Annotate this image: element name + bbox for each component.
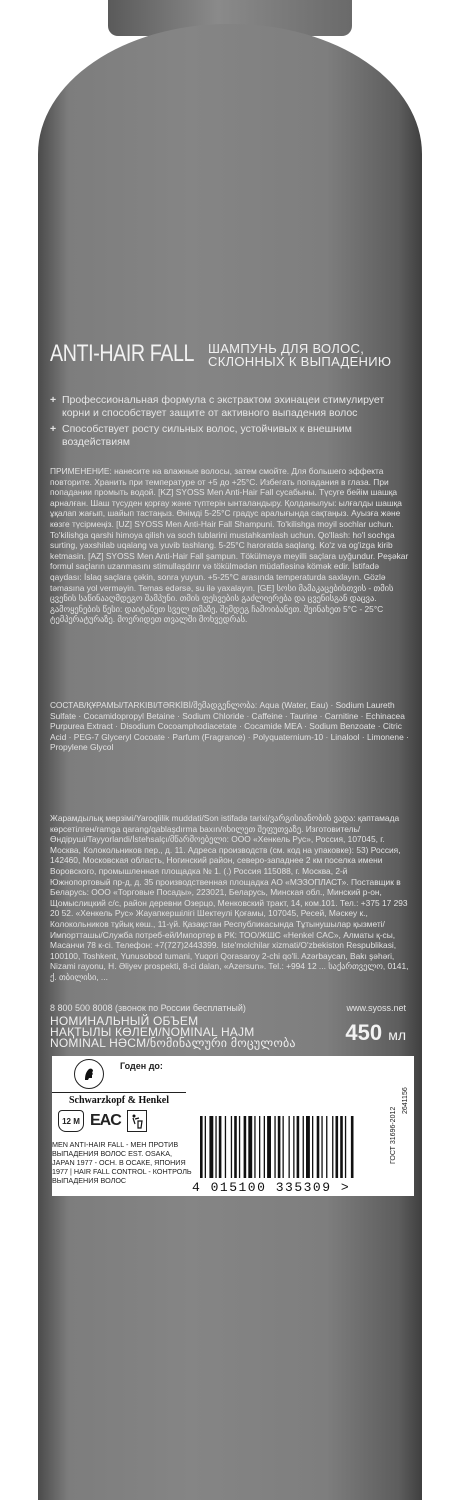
brand-name: Schwarzkopf & Henkel [52, 1092, 186, 1106]
panel-top-row [52, 1056, 414, 1090]
barcode [198, 1116, 394, 1178]
gost-text: ГОСТ 31696-2012 [390, 1106, 397, 1164]
tidyman-recycle-icon [127, 1110, 147, 1132]
product-header [50, 340, 410, 368]
usage-text: ПРИМЕНЕНИЕ: нанесите на влажные волосы, затем смойте. Для большего эффекта повторите. Хранить при температуре от +5 до +25°С. Избегать попадания в глаза. При попадании промыть водой. [KZ] SYOSS Men Anti-Hair Fall сусабыны. Түсуге бейім шашқа арналған. Шаш түсуден қорғау және түптерін ынталандыру. Қолданылуы: ылғалды шашқа ұқалап жағып, шайып тастаңыз. Өнімді 5-25°С градус аралығында сақтаңыз. Ауызға және көзге түсірмеңіз. [UZ] SYOSS Men Anti-Hair Fall Shampuni. To'kilishga moyil sochlar uchun. To'kilishga qarshi himoya qilish va soch tublarini mustahkamlash uchun. Qo'llash: ho'l sochga surting, yaxshilab uqalang va yuvib tashlang. 5-25°C haroratda saqlang. Ko'z va og'izga kirib ketmasin. [AZ] SYOSS Men Anti-Hair Fall şampun. Tökülməyə meyilli saçlara uyğundur. Peşəkar formul saçların uzanmasını stimullaşdırır və tökülmədən müdafiəsinə kömək edir. İstifadə qaydası: İslaq saçlara çəkin, sonra yuyun. +5-25°C arasında temperaturda saxlayın. Gözlə təmasına yol verməyin. Temas edərsə, su ilə yaxalayın. [GE] სოსი მამაკაცებისთვის - თმის ცვენის საწინააღმდეგო შამპუნი. თმის ფესვების გაძლიერება და ცვენისგან დაცვა. გამოყენების წესი: დაიტანეთ სველ თმაზე, შემდეგ ჩამოიბანეთ. შეინახეთ 5°C - 25°C ტემპერატურაზე. მოერიდეთ თვალში მოხვედრას. [50, 466, 409, 625]
pao-jar-icon: 12 M [58, 1110, 84, 1132]
volume-value [345, 1020, 406, 1046]
barcode-number: 4 015100 335309 > [192, 1180, 351, 1195]
volume-label: НАҚТЫЛЫ КӨЛЕМ/NOMINAL HAJM [50, 1025, 255, 1039]
volume-unit: мл [388, 1027, 406, 1043]
benefit-text: Профессиональная формула с экстрактом эхинацеи стимулирует корни и способствует защите от активного выпадения волос [62, 394, 385, 419]
plus-icon: + [50, 394, 57, 406]
ingredients-text: СОСТАВ/ҚҰРАМЫ/TARKIBI/TƏRKİBİ/შემადგენლობა: Aqua (Water, Eau) · Sodium Laureth Sulfate · Cocamidopropyl Betaine · Sodium Chloride · Caffeine · Taurine · Carnitine · Echinacea Purpurea Extract · Disodium Cocoamphodiacetate · Cocamide MEA · Sodium Benzoate · Citric Acid · PEG-7 Glyceryl Cocoate · Parfum (Fragrance) · Polyquaternium-10 · Linalool · Limonene · Propylene Glycol [50, 700, 409, 753]
benefit-list [50, 394, 410, 452]
eac-mark-icon: EAC [90, 1112, 121, 1129]
best-before-label: Годен до: [120, 1061, 163, 1071]
plus-icon: + [50, 423, 57, 435]
volume-number: 450 [345, 1020, 383, 1045]
product-name: ANTI-HAIR FALL [50, 340, 195, 367]
volume-label: NOMINAL HƏCM/ნომინალური მოცულობა [50, 1036, 296, 1050]
benefit-text: Способствует росту сильных волос, устойчивых к внешним воздействиям [62, 423, 352, 448]
phone-text: 8 800 500 8008 (звонок по России бесплатный) [50, 1003, 246, 1013]
schwarzkopf-logo-icon [74, 1059, 104, 1089]
bottle-body [38, 24, 422, 1500]
product-description: ШАМПУНЬ ДЛЯ ВОЛОС, СКЛОННЫХ К ВЫПАДЕНИЮ [208, 341, 392, 369]
website-text: www.syoss.net [346, 1003, 406, 1013]
product-small-print: MEN ANTI-HAIR FALL - МЕН ПРОТИВ ВЫПАДЕНИЯ ВОЛОС EST. OSAKA, JAPAN 1977 - ОСН. В ОСАКЕ, ЯПОНИЯ 1977 | HAIR FALL CONTROL - КОНТРОЛЬ ВЫПАДЕНИЯ ВОЛОС [52, 1140, 192, 1185]
volume-label: НОМИНАЛЬНЫЙ ОБЪЕМ [50, 1014, 199, 1028]
symbol-row [58, 1110, 147, 1132]
label-panel [52, 1056, 414, 1196]
contact-line [50, 1003, 406, 1013]
lot-code-text: 2641156 [402, 1087, 409, 1114]
manufacturer-text: Жарамдылық мерзімі/Yaroqlilik muddati/Son istifadə tarixi/ვარგისიანობის ვადა: қаптамада көрсетілген/ramga qarang/qablaşdırma baxın/იხილეთ შეფუთვაზე. Изготовитель/Өндіруші/Tayyorlandi/İstehsalçı/მწარმოებელი: ООО «Хенкель Рус», Россия, 107045, г. Москва, Колокольников пер., д. 11. Адреса производств (см. код на упаковке): 53) Россия, 142460, Московская область, Ногинский район, северо-западнее 2 км поселка имени Воровского, промышленная площадка № 1. (.) Россия 115088, г. Москва, 2-й Южнопортовый пр-д, д. 35 производственная площадка АО «МЭЗОПЛАСТ». Поставщик в Беларусь: ООО «Торговые Посады», 223021, Беларусь, Минская обл., Минский р-он, Щомыслицкий с/с, район деревни Озерцо, Менковский тракт, 14, ком.101. Тел.: +375 17 293 20 52. «Хенкель Рус» Жауапкершілігі Шектеулі Қоғамы, 107045, Ресей, Мәскеу к., Колокольников тұйық көш., 11-үй. Қазақстан Республикасында Тұтынушылар қызметі/Импортташы/Служба потреб-ей/Импортер в РК: ТОО/ЖШС «Henkel CAC», Алматы қ-сы, Масанчи 78 к-сі. Телефон: +7(727)2443399. Iste'molchilar xizmati/O'zbekiston Respublikasi, 100100, Toshkent, Yunusobod tumani, Yuqori Qorasaroy 2-chi qo'li. Azərbaycan, Bakı şəhəri, Nizami rayonu, H. Əliyev prospekti, 8-ci dalan, «Azersun». Tel.: +994 12 ... საქართველო, 0141, ქ. თბილისი, ... [50, 813, 409, 982]
benefit-item [50, 423, 410, 448]
benefit-item [50, 394, 410, 419]
volume-block [50, 1016, 406, 1049]
